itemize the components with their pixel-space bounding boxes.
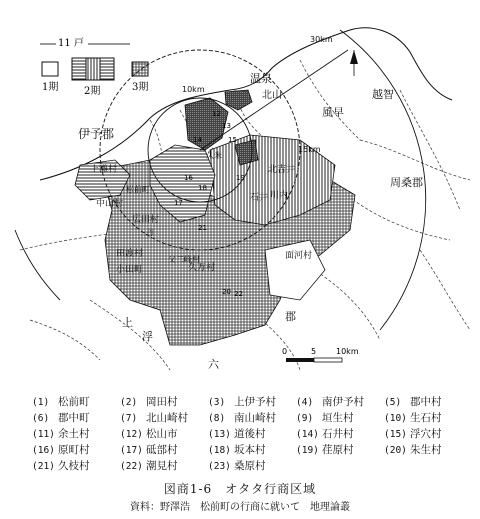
municipality-item: [32, 394, 120, 409]
label-odamachi: 小田町: [116, 265, 144, 275]
legend-scale-label: 11 戸: [58, 38, 84, 49]
municipality-number: (4): [296, 396, 314, 408]
label-10km: 10km: [182, 85, 205, 94]
municipality-number: (19): [296, 444, 319, 456]
label-15km: 15km: [298, 145, 321, 154]
municipality-item: [208, 458, 296, 473]
municipality-item: [120, 410, 208, 425]
municipality-number: (11): [32, 428, 55, 440]
num-15: 15: [228, 136, 237, 144]
municipality-name: 垣生村: [322, 411, 354, 424]
municipality-number: (8): [208, 412, 226, 424]
municipality-item: [208, 426, 296, 441]
municipality-name: 生石村: [410, 411, 442, 424]
municipality-number: (17): [120, 444, 143, 456]
num-19: 19: [236, 174, 245, 182]
municipality-row: [32, 441, 472, 457]
label-kamiseno: 上灘村: [90, 165, 118, 175]
municipality-item: [296, 410, 384, 425]
municipality-name: 朱生村: [410, 443, 442, 456]
municipality-number: (22): [120, 460, 143, 472]
municipality-item: [208, 442, 296, 457]
legend-period-1: [42, 62, 58, 76]
municipality-name: 岡田村: [146, 395, 178, 408]
municipality-name: 南伊予村: [322, 395, 364, 408]
municipality-name: 潮見村: [146, 459, 178, 472]
municipality-name: 北山崎村: [146, 411, 188, 424]
municipality-item: [296, 426, 384, 441]
label-chokai: 父二峰村: [168, 255, 200, 264]
municipality-item: [296, 442, 384, 457]
municipality-item: [208, 394, 296, 409]
municipality-number: (2): [120, 396, 138, 408]
municipality-item: [384, 426, 472, 441]
municipality-name: 原町村: [58, 443, 90, 456]
municipality-number: (15): [384, 428, 407, 440]
label-kuma: 久万村: [188, 263, 216, 273]
municipality-number: (21): [32, 460, 55, 472]
municipality-item: [32, 410, 120, 425]
municipality-item: [384, 410, 472, 425]
municipality-name: 久枝村: [58, 459, 90, 472]
num-21: 21: [198, 224, 207, 232]
municipality-name: 余土村: [58, 427, 90, 440]
num-22: 22: [234, 290, 243, 298]
label-tokuchi: 田渡村: [116, 249, 144, 259]
municipality-number: (1): [32, 396, 50, 408]
label-ishii: 石井: [250, 193, 269, 203]
municipality-name: 浮穴村: [410, 427, 442, 440]
municipality-name: 石井村: [322, 427, 354, 440]
municipality-name: 坂本村: [234, 443, 266, 456]
municipality-name: 松前町: [58, 395, 90, 408]
figure-caption: 図商1-6 オタタ行商区域: [163, 482, 317, 496]
north-arrow-icon: [350, 50, 358, 76]
legend-label-1: 1期: [42, 82, 59, 93]
scale-bar: [282, 347, 359, 362]
municipality-number: (20): [384, 444, 407, 456]
municipality-item: [384, 442, 472, 457]
municipality-number: (6): [32, 412, 50, 424]
municipality-name: 郡中町: [58, 411, 90, 424]
num-14: 14: [193, 136, 202, 144]
municipality-number: (23): [208, 460, 231, 472]
municipality-number: (10): [384, 412, 407, 424]
municipality-item: [120, 458, 208, 473]
municipality-name: 桑原村: [234, 459, 266, 472]
municipality-item: [32, 458, 120, 473]
num-12: 12: [212, 110, 221, 118]
label-omogo: 面河村: [285, 251, 313, 261]
municipality-name: 砥部村: [146, 443, 178, 456]
municipality-list: [32, 393, 472, 473]
municipality-item: [32, 442, 120, 457]
label-shichi: 中山村: [96, 199, 124, 209]
label-kamiichi: 上: [122, 316, 133, 329]
figure-source: 資料：野澤浩 松前町の行商に就いて 地理論叢: [130, 502, 350, 513]
municipality-name: 南山崎村: [234, 411, 276, 424]
municipality-item: [208, 410, 296, 425]
municipality-name: 郡中村: [410, 395, 442, 408]
municipality-row: [32, 457, 472, 473]
label-kume: 久米: [206, 151, 222, 160]
municipality-number: (18): [208, 444, 231, 456]
municipality-name: 松山市: [146, 427, 178, 440]
num-16: 16: [184, 174, 193, 182]
num-17: 17: [174, 199, 183, 207]
legend-label-2: 2期: [84, 86, 101, 97]
scale-0: 0: [282, 347, 288, 356]
municipality-item: [120, 426, 208, 441]
municipality-number: (7): [120, 412, 138, 424]
label-30km: 30km: [310, 35, 333, 44]
label-rokuto: 六: [208, 358, 219, 371]
municipality-name: 道後村: [234, 427, 266, 440]
legend-period-3: [132, 62, 148, 76]
scale-5: 5: [311, 347, 317, 356]
label-kitagawa: 北吉井: [268, 165, 296, 175]
municipality-number: (3): [208, 396, 226, 408]
legend-label-3: 3期: [132, 82, 149, 93]
municipality-number: (13): [208, 428, 231, 440]
municipality-number: (16): [32, 444, 55, 456]
num-20: 20: [222, 288, 231, 296]
label-ryo: 郡: [285, 310, 296, 323]
municipality-row: [32, 409, 472, 425]
municipality-item: [296, 394, 384, 409]
label-onsen: 温泉: [250, 72, 272, 85]
num-18: 18: [198, 184, 207, 192]
municipality-number: (12): [120, 428, 143, 440]
municipality-item: [120, 442, 208, 457]
municipality-name: 上伊予村: [234, 395, 276, 408]
label-shuso: 周桑郡: [390, 176, 423, 189]
municipality-number: (9): [296, 412, 314, 424]
legend: [40, 37, 148, 97]
municipality-number: (14): [296, 428, 319, 440]
municipality-item: [384, 394, 472, 409]
municipality-name: 荏原村: [322, 443, 354, 456]
label-tanba: 丹: [146, 228, 154, 237]
label-kitayama: 北山: [262, 90, 282, 101]
label-ukiana: 浮: [142, 330, 153, 343]
label-kawauchi: 川内: [270, 191, 289, 201]
municipality-item: [32, 426, 120, 441]
label-kazahaya: 風早: [322, 106, 344, 119]
municipality-number: (5): [384, 396, 402, 408]
label-masaki: 松前町: [126, 185, 150, 194]
scale-10: 10km: [336, 347, 359, 356]
municipality-row: [32, 425, 472, 441]
num-13: 13: [222, 122, 231, 130]
municipality-row: [32, 393, 472, 409]
municipality-item: [120, 394, 208, 409]
label-ochi: 越智: [372, 88, 394, 101]
label-iyo: 伊予郡: [78, 127, 115, 141]
label-hirata: 広田村: [132, 215, 160, 225]
